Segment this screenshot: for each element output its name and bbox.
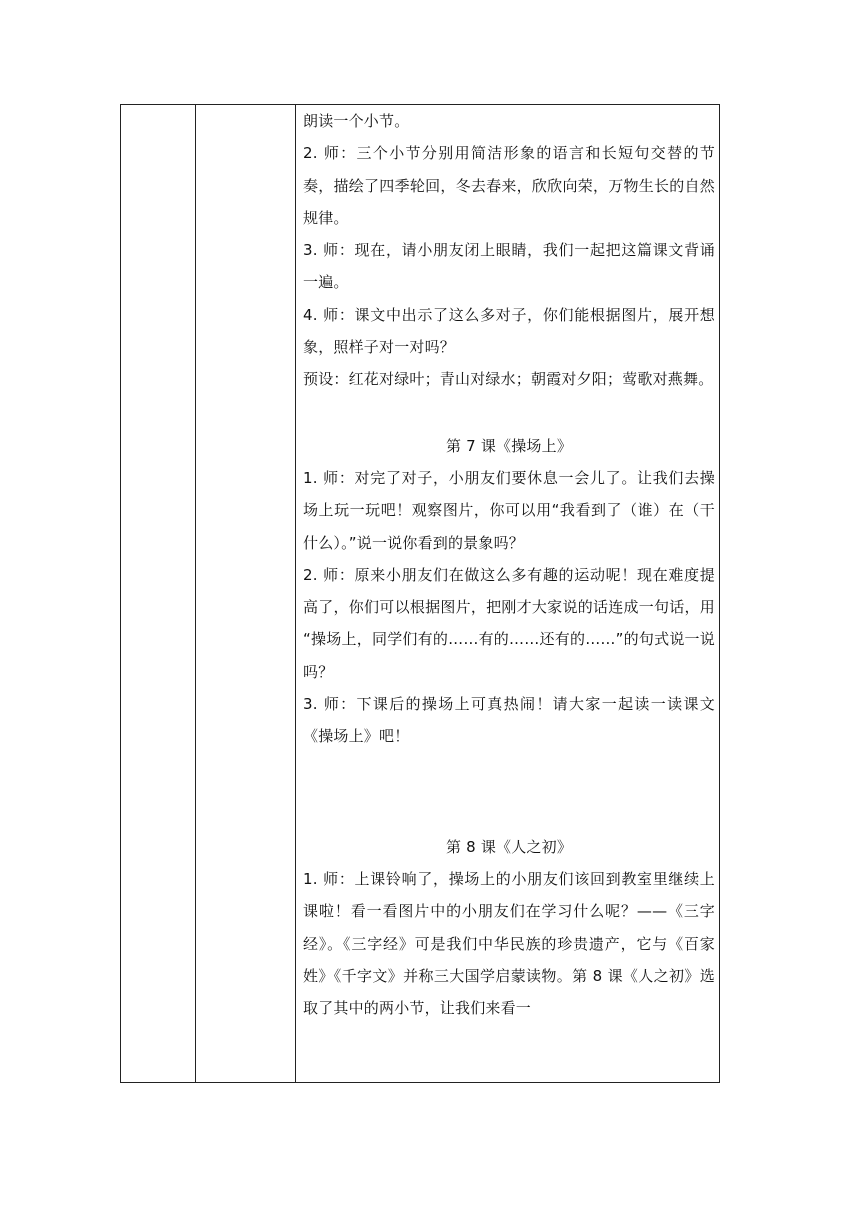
paragraph-lesson7-teacher-1: 1. 师：对完了对子，小朋友们要休息一会儿了。让我们去操场上玩一玩吧！观察图片，你可以用“我看到了（谁）在（干什么）。”说一说你看到的景象吗？ xyxy=(303,468,715,552)
lesson-8-heading: 第 8 课《人之初》 xyxy=(445,837,573,856)
paragraph-lesson8-teacher-1: 1. 师：上课铃响了，操场上的小朋友们该回到教室里继续上课啦！看一看图片中的小朋友们在学习什么呢？——《三字经》。《三字经》可是我们中华民族的珍贵遗产，它与《百家姓》《千字文》并称三大国学启蒙读物。第 8 课《人之初》选取了其中的两小节，让我们来看一 xyxy=(303,869,715,1018)
paragraph-teacher-4-couplets: 4. 师：课文中出示了这么多对子，你们能根据图片，展开想象，照样子对一对吗？ xyxy=(303,305,715,357)
paragraph-teacher-2-rhythm: 2. 师：三个小节分别用简洁形象的语言和长短句交替的节奏，描绘了四季轮回，冬去春来，欣欣向荣，万物生长的自然规律。 xyxy=(303,144,715,227)
paragraph-teacher-3-recite: 3. 师：现在，请小朋友闭上眼睛，我们一起把这篇课文背诵一遍。 xyxy=(303,241,715,292)
lesson-7-heading: 第 7 课《操场上》 xyxy=(445,436,573,455)
paragraph-reading-section: 朗读一个小节。 xyxy=(303,112,410,130)
column-divider-1 xyxy=(195,105,196,1082)
paragraph-lesson7-teacher-2: 2. 师：原来小朋友们在做这么多有趣的运动呢！现在难度提高了，你们可以根据图片，把刚才大家说的话连成一句话，用 “操场上，同学们有的……有的……还有的……”的句式说一说吗？ xyxy=(303,565,715,681)
paragraph-preset-answers: 预设：红花对绿叶；青山对绿水；朝霞对夕阳；莺歌对燕舞。 xyxy=(303,370,714,389)
column-divider-2 xyxy=(295,105,296,1082)
spacer xyxy=(303,753,715,831)
teaching-process-cell xyxy=(303,105,715,1024)
lesson-plan-table xyxy=(120,104,720,1083)
spacer xyxy=(303,396,715,430)
paragraph-lesson7-teacher-3: 3. 师：下课后的操场上可真热闹！请大家一起读一读课文《操场上》吧！ xyxy=(303,695,715,746)
